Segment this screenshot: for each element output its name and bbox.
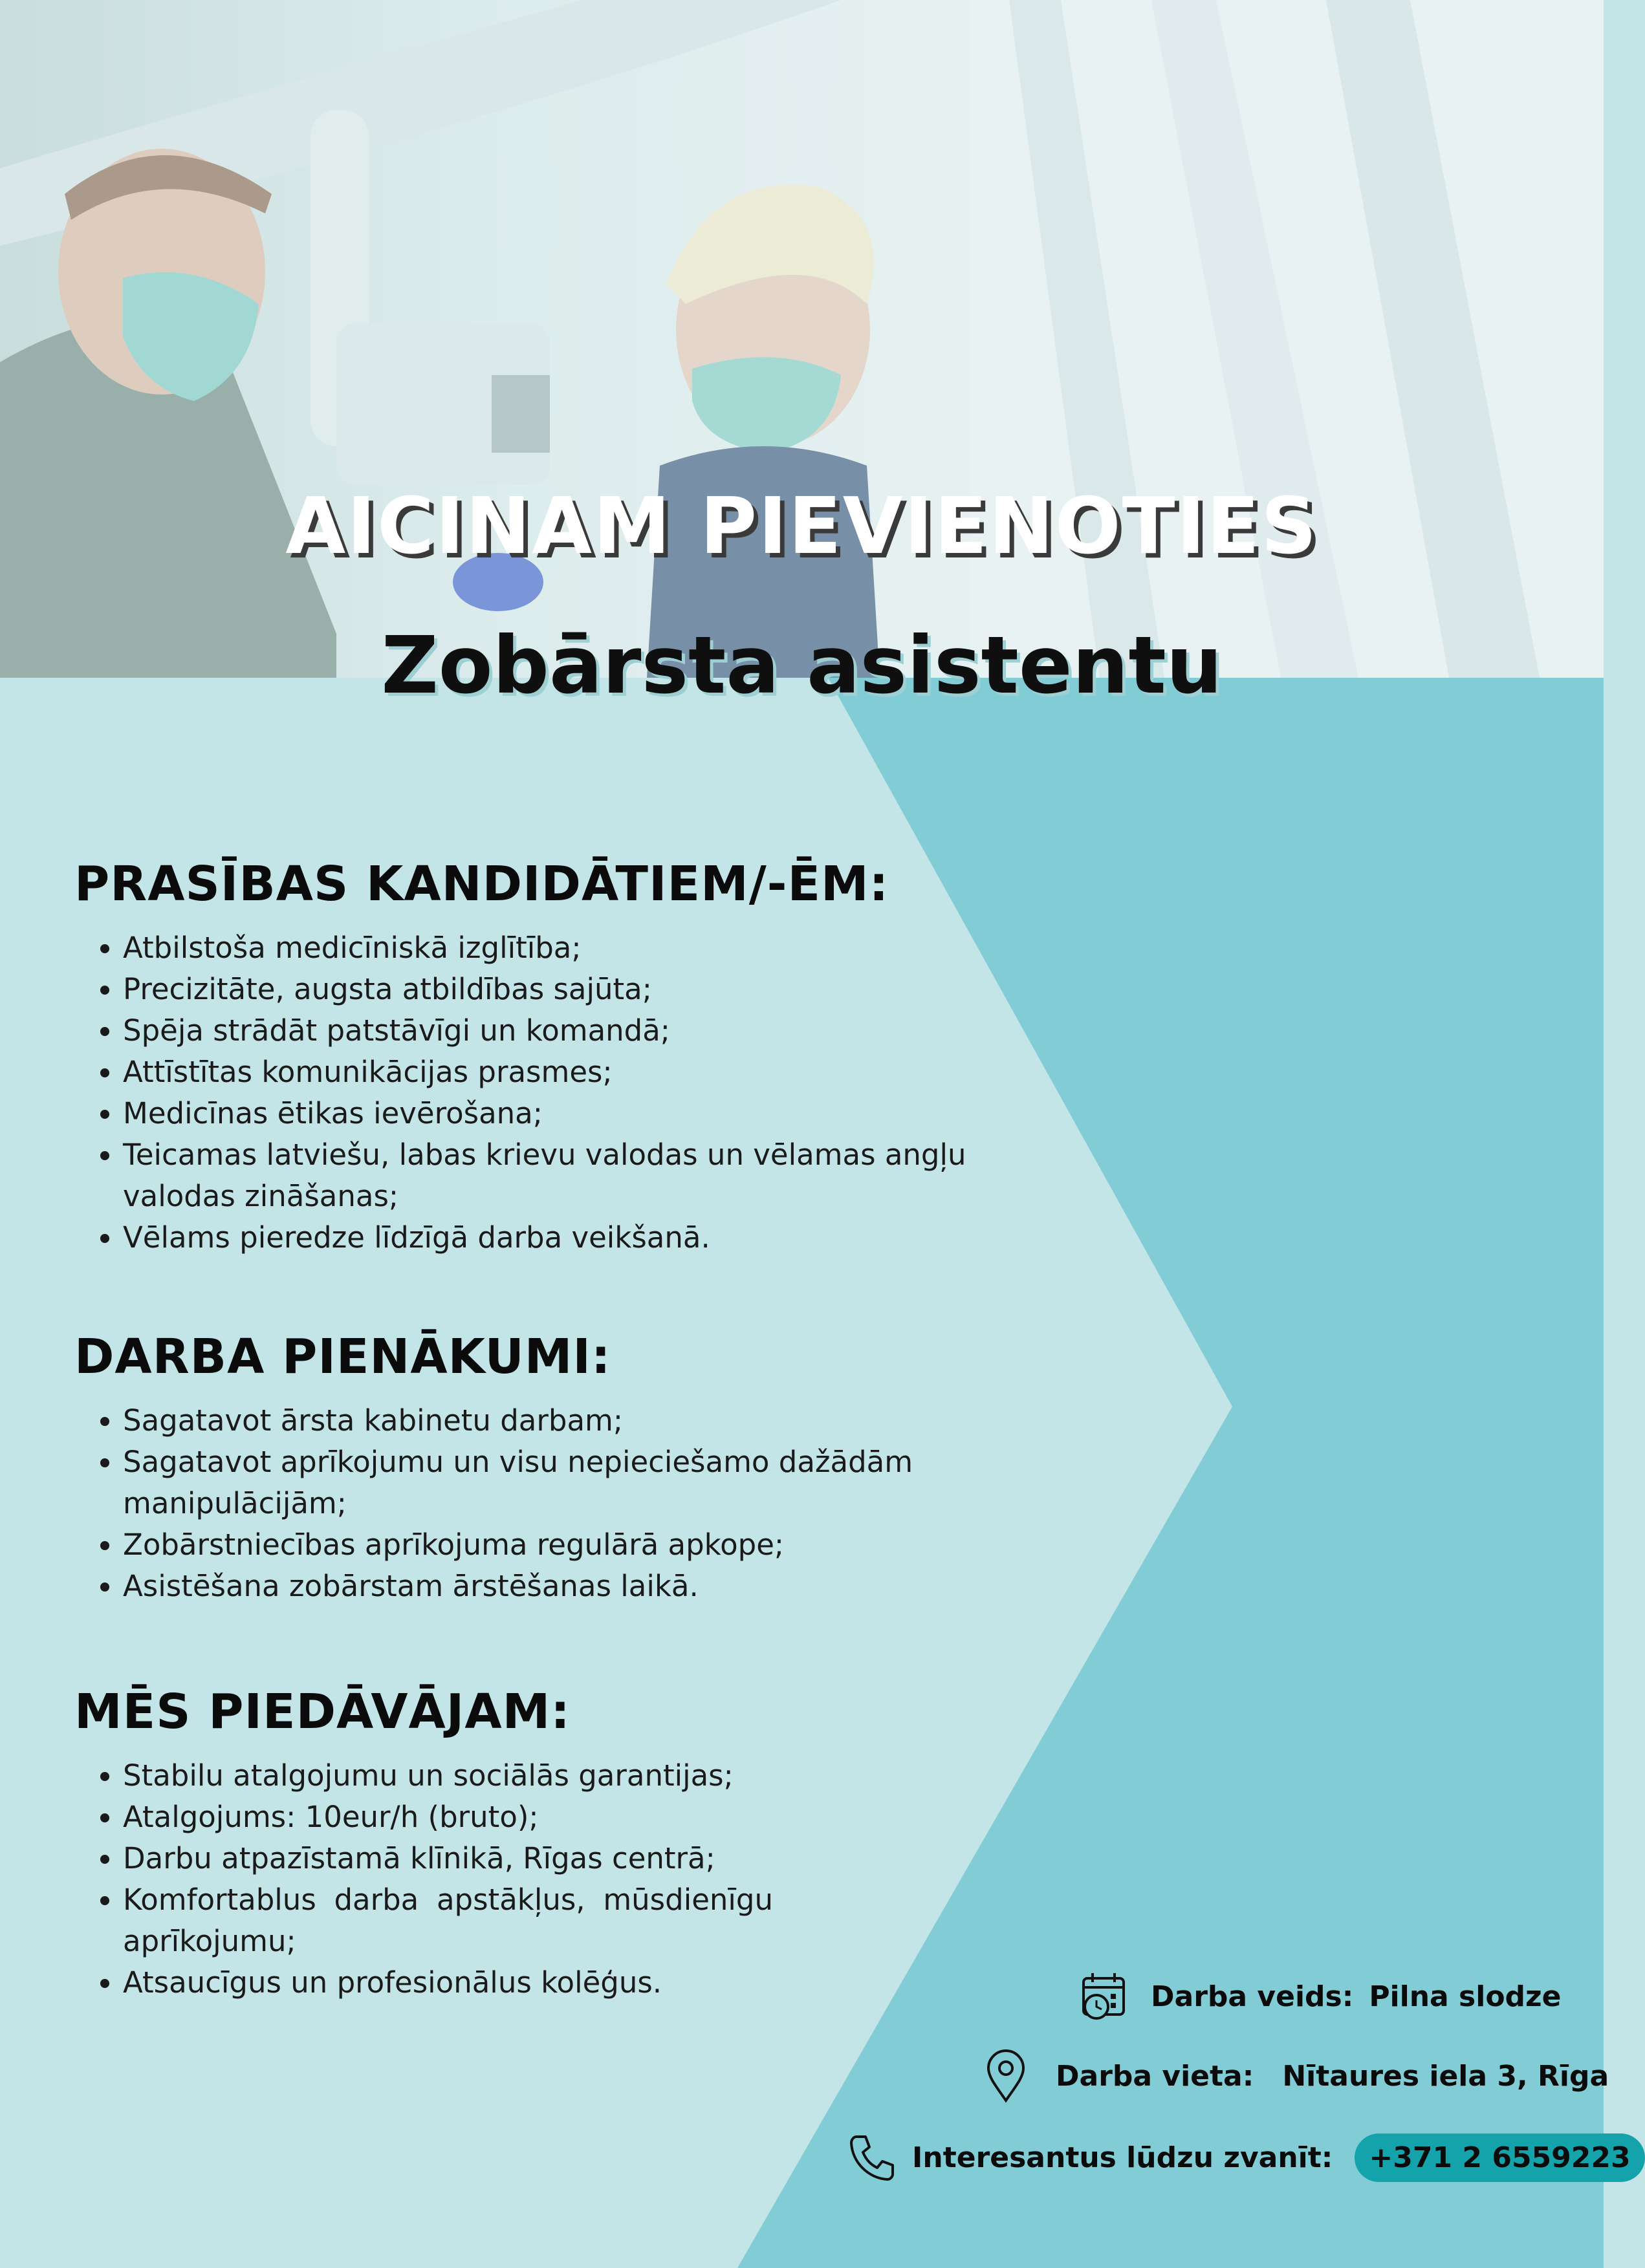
list-item: • Atalgojums: 10eur/h (bruto); (123, 1797, 773, 1838)
location-row (983, 2049, 1609, 2103)
list-item: • Spēja strādāt patstāvīgi un komandā; (123, 1010, 1032, 1052)
list-item: • Vēlams pieredze līdzīgā darba veikšanā. (123, 1217, 1032, 1258)
dental-clinic-photo (0, 0, 1604, 678)
list-item: • Asistēšana zobārstam ārstēšanas laikā. (123, 1566, 1032, 1607)
list-item: • Medicīnas ētikas ievērošana; (123, 1093, 1032, 1134)
hero-title: AICINAM PIEVIENOTIES (285, 482, 1318, 572)
phone-label: Interesantus lūdzu zvanīt: (912, 2141, 1333, 2174)
list-item: • Sagatavot ārsta kabinetu darbam; (123, 1400, 1032, 1442)
offer-list (74, 1755, 773, 2003)
list-item: • Atbilstoša medicīniskā izglītība; (123, 927, 1032, 969)
hero-subtitle: Zobārsta asistentu (381, 620, 1223, 711)
list-item: • Sagatavot aprīkojumu un visu nepieciešamo dažādām manipulācijām; (123, 1442, 1032, 1524)
list-item: • Darbu atpazīstamā klīnikā, Rīgas centrā; (123, 1838, 773, 1879)
work-type-label: Darba veids: (1151, 1980, 1354, 2013)
duties-heading: DARBA PIENĀKUMI: (74, 1329, 611, 1385)
list-item: • Atsaucīgus un profesionālus kolēģus. (123, 1962, 773, 2003)
offer-heading: MĒS PIEDĀVĀJAM: (74, 1684, 571, 1740)
duties-section (74, 1328, 1032, 1607)
location-value: Nītaures iela 3, Rīga (1282, 2059, 1609, 2093)
location-pin-icon (983, 2049, 1029, 2103)
location-label: Darba vieta: (1056, 2059, 1254, 2093)
header-photo (0, 0, 1604, 678)
phone-number-badge[interactable]: +371 2 6559223 (1355, 2133, 1644, 2182)
list-item: • Stabilu atalgojumu un sociālās garantijas; (123, 1755, 773, 1797)
list-item: • Attīstītas komunikācijas prasmes; (123, 1052, 1032, 1093)
requirements-heading: PRASĪBAS KANDIDĀTIEM/-ĒM: (74, 856, 889, 912)
list-item: • Teicamas latviešu, labas krievu valodas un vēlamas angļu valodas zināšanas; (123, 1134, 1032, 1217)
list-item: • Zobārstniecības aprīkojuma regulārā apkope; (123, 1524, 1032, 1566)
requirements-section (74, 855, 1032, 1258)
list-item: • Komfortablus darba apstākļus, mūsdienīgu aprīkojumu; (123, 1879, 773, 1962)
phone-icon (847, 2133, 897, 2182)
calendar-icon (1077, 1969, 1131, 2024)
work-type-row (1077, 1969, 1562, 2024)
work-type-value: Pilna slodze (1369, 1980, 1562, 2013)
phone-row (847, 2133, 1645, 2182)
requirements-list (74, 927, 1032, 1258)
offer-section (74, 1683, 773, 2003)
list-item: • Precizitāte, augsta atbildības sajūta; (123, 969, 1032, 1010)
duties-list (74, 1400, 1032, 1607)
